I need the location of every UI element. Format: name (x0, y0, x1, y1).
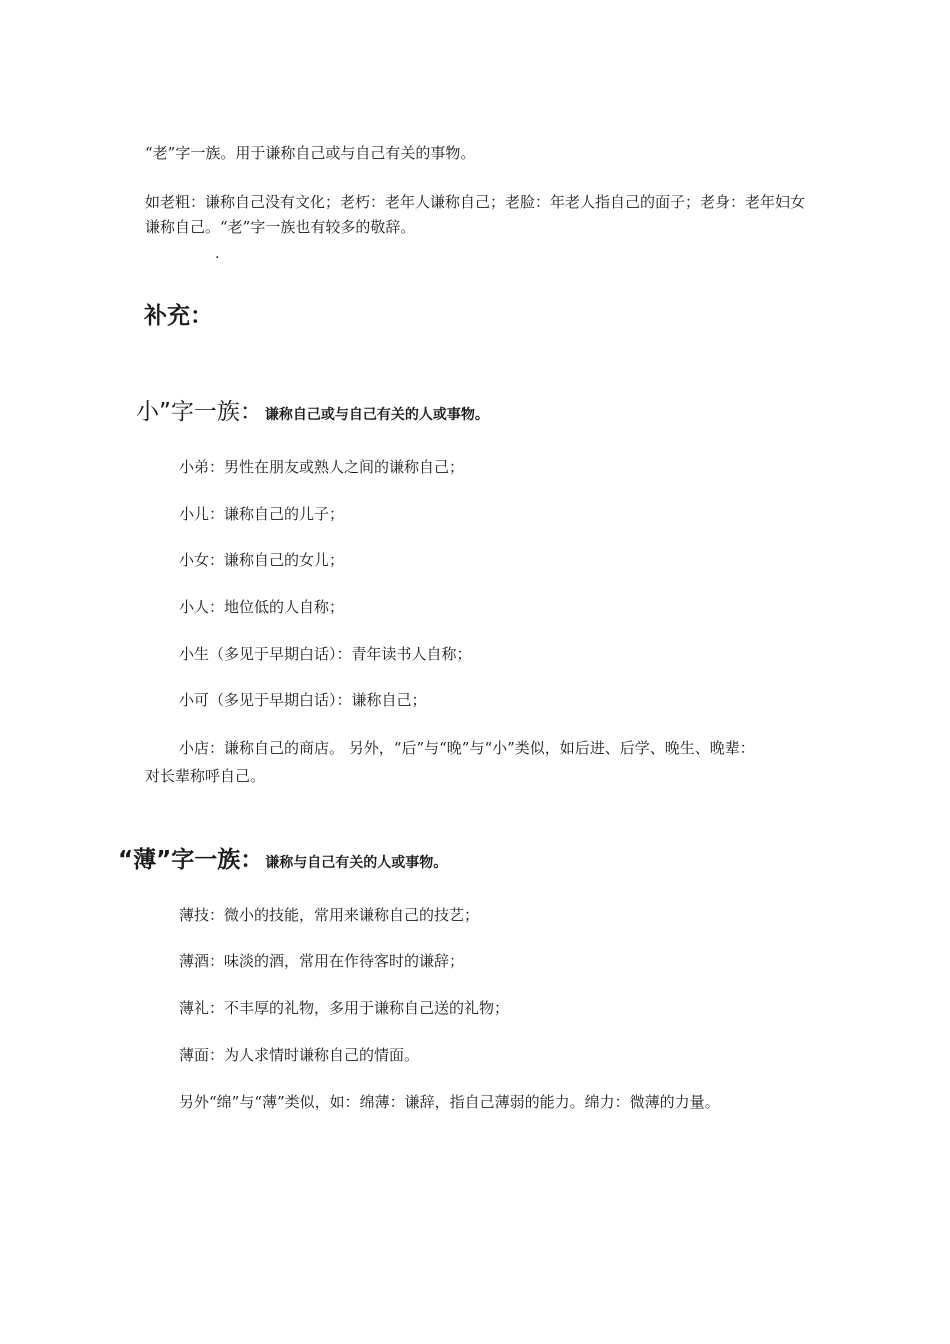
lao-examples: 如老粗：谦称自己没有文化；老朽：老年人谦称自己；老脸：年老人指自己的面子；老身：老年妇女谦称自己。“老”字一族也有较多的敬辞。 (145, 193, 806, 236)
list-item: 另外“绵”与“薄”类似，如：绵薄：谦辞，指自己薄弱的能力。绵力：微薄的力量。 (179, 1093, 720, 1111)
list-item-last: 小店：谦称自己的商店。 另外，“后”与“晚”与“小”类似，如后进、后学、晚生、晚辈： (179, 739, 755, 757)
list-item: 小弟：男性在朋友或熟人之间的谦称自己； (179, 458, 465, 476)
xiao-heading (136, 393, 489, 426)
bo-heading-title: “薄”字一族： (118, 847, 264, 873)
xiao-heading-title: 小”字一族： (136, 399, 263, 425)
list-item: 小人：地位低的人自称； (179, 598, 345, 616)
xiao-heading-desc: 谦称自己或与自己有关的人或事物。 (264, 407, 489, 423)
list-item: 小女：谦称自己的女儿； (179, 551, 345, 569)
list-item: 薄酒：味淡的酒，常用在作待客时的谦辞； (179, 952, 465, 970)
list-item: 小生（多见于早期白话）：青年读书人自称； (179, 645, 472, 663)
list-item: 薄面：为人求情时谦称自己的情面。 (179, 1046, 420, 1064)
bo-heading (118, 841, 447, 874)
list-item: 小可（多见于早期白话）：谦称自己； (179, 691, 427, 709)
list-item: 薄礼：不丰厚的礼物，多用于谦称自己送的礼物； (179, 999, 510, 1017)
lao-intro: “老”字一族。用于谦称自己或与自己有关的事物。 (145, 144, 476, 162)
supplement-heading: 补充： (144, 303, 213, 329)
stray-dot: . (215, 246, 220, 262)
list-item: 小儿：谦称自己的儿子； (179, 505, 345, 523)
list-item-last-continued: 对长辈称呼自己。 (145, 767, 266, 785)
list-item: 薄技：微小的技能，常用来谦称自己的技艺； (179, 906, 480, 924)
bo-heading-desc: 谦称与自己有关的人或事物。 (265, 855, 448, 871)
